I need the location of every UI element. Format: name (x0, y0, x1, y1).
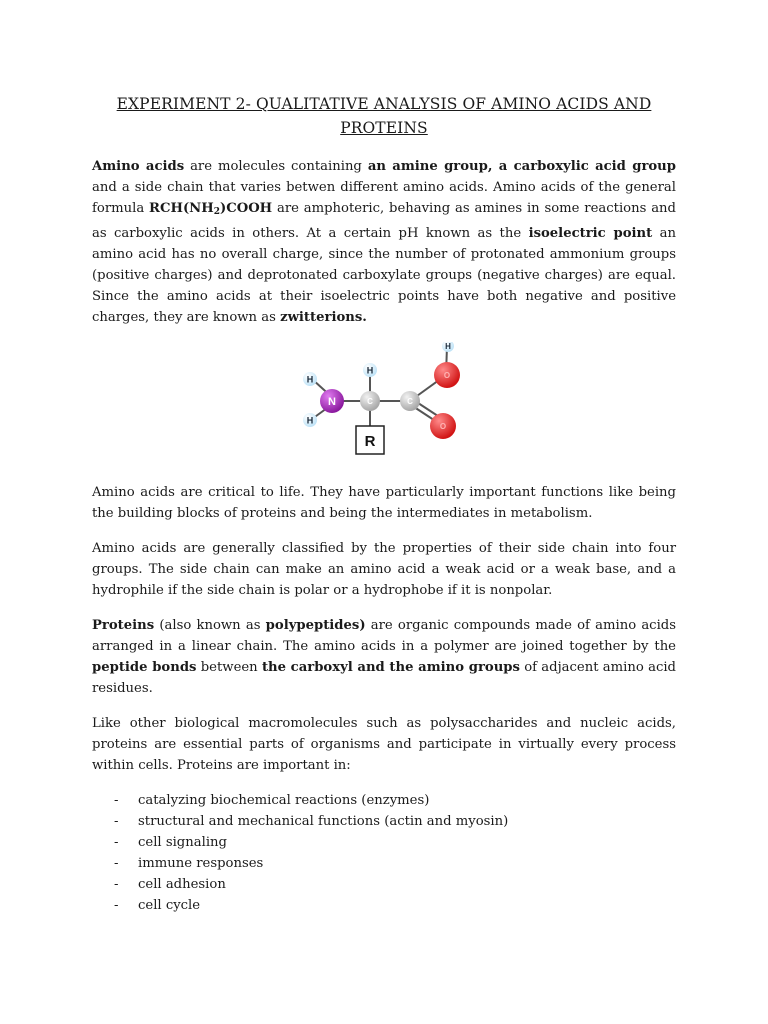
svg-text:H: H (445, 342, 451, 351)
formula-part: )COOH (219, 201, 273, 216)
amino-acid-molecule-diagram (298, 342, 488, 470)
amino-acid-structure-figure (92, 342, 676, 470)
text: are organic compounds made of amino acids arranged in a linear chain. The amino acids in a polymer are joined together by the (92, 618, 676, 654)
alpha-carbon-atom (360, 391, 380, 411)
text: between (196, 660, 262, 675)
list-item (92, 895, 676, 916)
paragraph-proteins-importance: Like other biological macromolecules such as polysaccharides and nucleic acids, proteins are essential parts of organisms and participate in virtually every process within cells. Proteins are important in: (92, 716, 676, 773)
svg-text:H: H (306, 415, 314, 426)
list-item-text: catalyzing biochemical reactions (enzymes) (138, 793, 430, 808)
bond-lines (312, 346, 447, 426)
formula-part: RCH(NH (149, 201, 214, 216)
general-formula (149, 201, 272, 216)
list-item-text: structural and mechanical functions (actin and myosin) (138, 814, 509, 829)
svg-text:C: C (407, 397, 413, 406)
text: (also known as (154, 618, 266, 633)
list-item-text: cell adhesion (138, 877, 226, 892)
list-item (92, 832, 676, 853)
page-title: EXPERIMENT 2- QUALITATIVE ANALYSIS OF AMINO ACIDS AND PROTEINS (116, 95, 652, 137)
carbonyl-oxygen-atom (430, 413, 456, 439)
hydrogen-atom-upper-left (303, 372, 317, 386)
paragraph-proteins-definition (92, 615, 676, 699)
text: are molecules containing (184, 159, 368, 174)
nitrogen-atom (320, 389, 344, 413)
protein-roles-list (92, 790, 676, 916)
carboxyl-carbon-atom (400, 391, 420, 411)
paragraph-amino-acids-intro (92, 156, 676, 328)
term-peptide-bonds: peptide bonds (92, 660, 197, 675)
paragraph-amino-acid-classification: Amino acids are generally classified by the properties of their side chain into four groups. The side chain can make an amino acid a weak acid or a weak base, and a hydrophile if the side chain is polar or a hydrophobe if it is nonpolar. (92, 541, 676, 598)
text: an amino acid has no overall charge, since the number of protonated ammonium groups (positive charges) and deprotonated carboxylate groups (negative charges) are equal. Since the amino acids at their isoelectric points have both negative and positive charges, they are known as (92, 226, 676, 325)
text: are amphoteric, behaving as amines in some reactions and as carboxylic acids in others. At a certain pH known as the (92, 201, 676, 241)
term-functional-groups: an amine group, a carboxylic acid group (367, 159, 676, 174)
svg-text:R: R (364, 433, 376, 450)
hydroxyl-oxygen-atom (434, 362, 460, 388)
list-dash: - (114, 835, 119, 850)
svg-text:C: C (367, 397, 373, 406)
svg-text:O: O (439, 422, 447, 431)
formula-subscript: 2 (213, 207, 220, 217)
list-item (92, 853, 676, 874)
list-item (92, 790, 676, 811)
term-carboxyl-amino-groups: the carboxyl and the amino groups (261, 660, 520, 675)
side-chain-r-box (356, 426, 384, 454)
svg-text:O: O (443, 371, 451, 380)
paragraph-amino-acid-functions: Amino acids are critical to life. They have particularly important functions like being the building blocks of proteins and being the intermediates in metabolism. (92, 485, 676, 521)
term-isoelectric-point: isoelectric point (528, 226, 653, 241)
list-dash: - (114, 814, 119, 829)
term-amino-acids: Amino acids (92, 159, 185, 174)
svg-text:H: H (366, 365, 374, 376)
list-item (92, 811, 676, 832)
list-item-text: cell signaling (138, 835, 227, 850)
hydrogen-atom-alpha (363, 363, 377, 377)
hydrogen-atom-lower-left (303, 413, 317, 427)
term-proteins: Proteins (92, 618, 155, 633)
list-dash: - (114, 856, 119, 871)
list-dash: - (114, 877, 119, 892)
text: of adjacent amino acid residues. (92, 660, 676, 696)
list-item-text: immune responses (138, 856, 264, 871)
document-body (92, 92, 676, 916)
text: and a side chain that varies betwen different amino acids. Amino acids of the general formula (92, 180, 676, 216)
list-dash: - (114, 793, 119, 808)
term-zwitterions: zwitterions. (280, 310, 367, 325)
svg-text:H: H (306, 374, 314, 385)
term-polypeptides: polypeptides) (265, 618, 366, 633)
list-item (92, 874, 676, 895)
hydroxyl-hydrogen-atom (442, 342, 454, 352)
list-item-text: cell cycle (138, 898, 201, 913)
svg-text:N: N (328, 396, 336, 408)
list-dash: - (114, 898, 119, 913)
